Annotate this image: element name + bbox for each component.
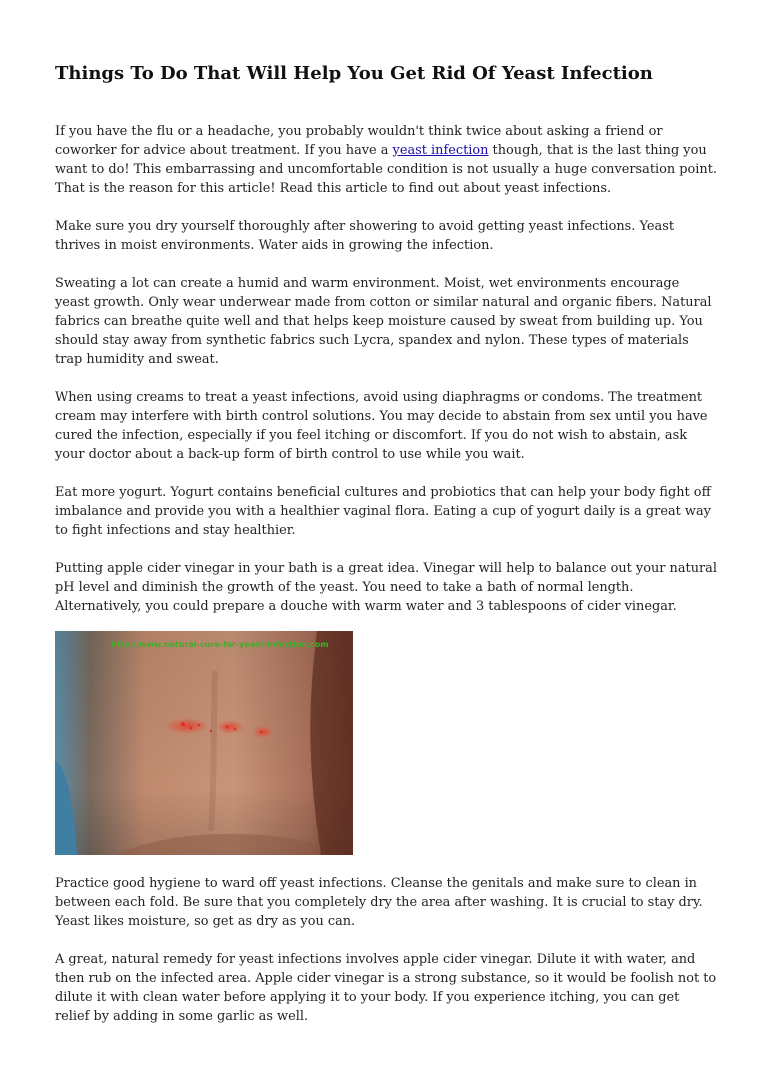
paragraph-intro-text-after: though, that is the last thing you want to do! This embarrassing and uncomfortable condition is not usually a huge conversation point. That is the reason for this article! Read this article to find out about yeast infections. — [55, 143, 717, 196]
photo-watermark: http://www.natural-cure-for-yeast-infection.com — [111, 640, 329, 649]
skin-rash-photo-graphic — [55, 631, 353, 855]
paragraph-yogurt: Eat more yogurt. Yogurt contains beneficial cultures and probiotics that can help your body fight off imbalance and provide you with a healthier vaginal flora. Eating a cup of yogurt daily is a great way to fight infections and stay healthier. — [55, 485, 711, 538]
paragraph-intro — [55, 122, 717, 198]
paragraph-cider-bath: Putting apple cider vinegar in your bath is a great idea. Vinegar will help to balance out your natural pH level and diminish the growth of the yeast. You need to take a bath of normal length. Alternatively, you could prepare a douche with warm water and 3 tablespoons of cider vinegar. — [55, 561, 717, 614]
paragraph-apple-cider-remedy: A great, natural remedy for yeast infections involves apple cider vinegar. Dilute it with water, and then rub on the infected area. Apple cider vinegar is a strong substance, so it would be foolish not to dilute it with clean water before applying it to your body. If you experience itching, you can get relief by adding in some garlic as well. — [55, 952, 717, 1024]
paragraph-intro-text-before: If you have the flu or a headache, you probably wouldn't think twice about asking a friend or coworker for advice about treatment. If you have a — [55, 124, 663, 158]
paragraph-hygiene: Practice good hygiene to ward off yeast infections. Cleanse the genitals and make sure to clean in between each fold. Be sure that you completely dry the area after washing. It is crucial to stay dry. Yeast likes moisture, so get as dry as you can. — [55, 876, 703, 929]
paragraph-dry-thoroughly: Make sure you dry yourself thoroughly after showering to avoid getting yeast infections. Yeast thrives in moist environments. Water aids in growing the infection. — [55, 219, 674, 253]
skin-rash-photo — [55, 631, 353, 855]
page-title: Things To Do That Will Help You Get Rid Of Yeast Infection — [55, 63, 653, 84]
paragraph-creams: When using creams to treat a yeast infections, avoid using diaphragms or condoms. The treatment cream may interfere with birth control solutions. You may decide to abstain from sex until you have cured the infection, especially if you feel itching or discomfort. If you do not wish to abstain, ask your doctor about a back-up form of birth control to use while you wait. — [55, 390, 708, 462]
yeast-infection-link[interactable]: yeast infection — [392, 143, 489, 158]
paragraph-sweating: Sweating a lot can create a humid and warm environment. Moist, wet environments encourage yeast growth. Only wear underwear made from cotton or similar natural and organic fibers. Natural fabrics can breathe quite well and that helps keep moisture caused by sweat from building up. You should stay away from synthetic fabrics such Lycra, spandex and nylon. These types of materials trap humidity and sweat. — [55, 276, 712, 367]
